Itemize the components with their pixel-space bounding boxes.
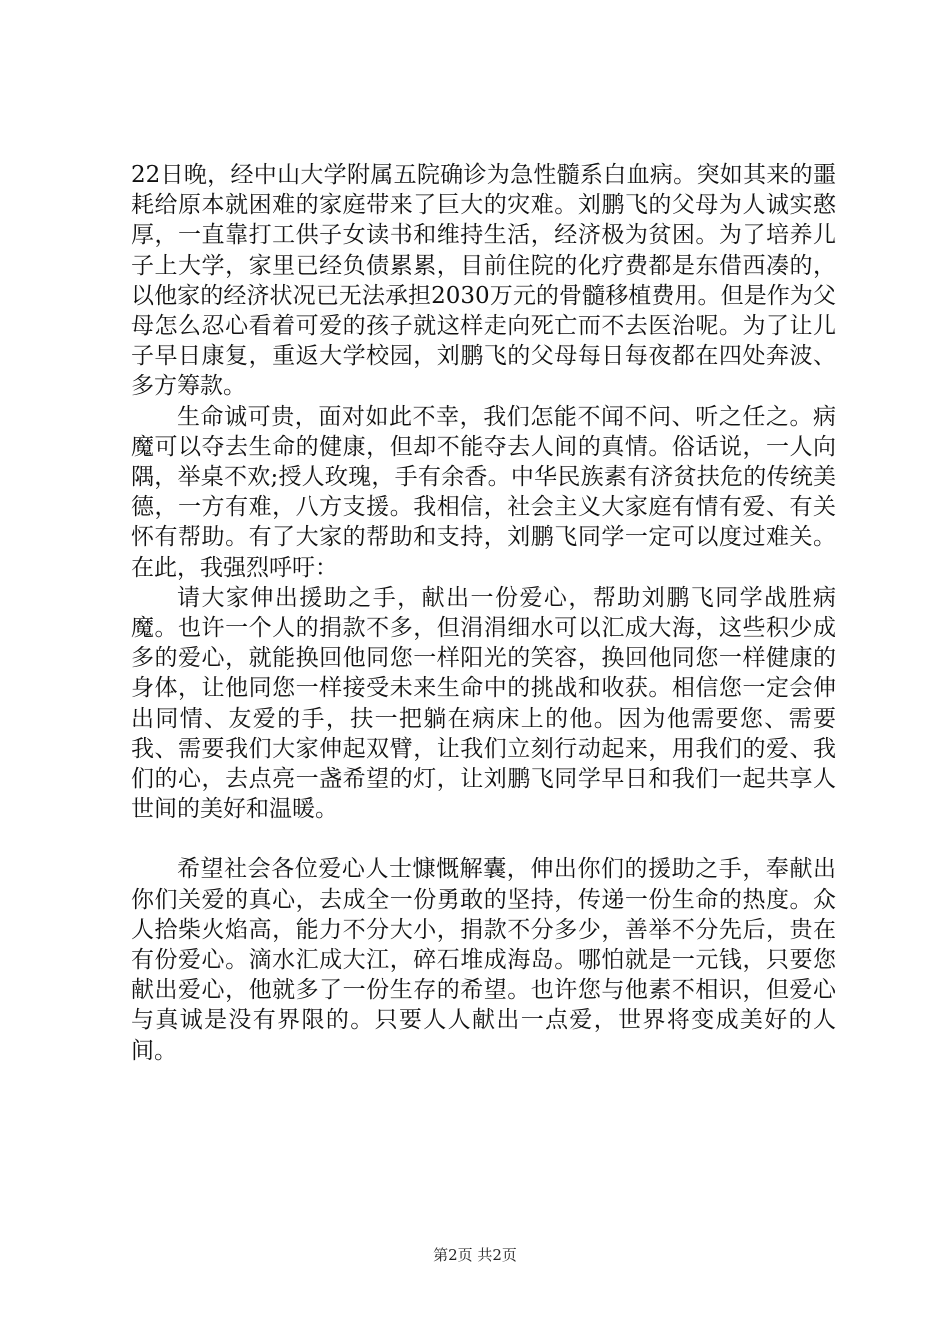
paragraph-call-to-action: 请大家伸出援助之手，献出一份爱心，帮助刘鹏飞同学战胜病魔。也许一个人的捐款不多，但涓涓细水可以汇成大海，这些积少成多的爱心，就能换回他同您一样阳光的笑容，换回他同您一样健康的身体，让他同您一样接受未来生命中的挑战和收获。相信您一定会伸出同情、友爱的手，扶一把躺在病床上的他。因为他需要您、需要我、需要我们大家伸起双臂，让我们立刻行动起来，用我们的爱、我们的心，去点亮一盏希望的灯，让刘鹏飞同学早日和我们一起共享人世间的美好和温暖。 <box>131 584 836 823</box>
paragraph-closing: 希望社会各位爱心人士慷慨解囊，伸出你们的援助之手，奉献出你们关爱的真心，去成全一份勇敢的坚持，传递一份生命的热度。众人拾柴火焰高，能力不分大小，捐款不分多少，善举不分先后，贵在有份爱心。滴水汇成大江，碎石堆成海岛。哪怕就是一元钱，只要您献出爱心，他就多了一份生存的希望。也许您与他素不相识，但爱心与真诚是没有界限的。只要人人献出一点爱，世界将变成美好的人间。 <box>131 856 836 1064</box>
paragraph-diagnosis: 22日晚，经中山大学附属五院确诊为急性髓系白血病。突如其来的噩耗给原本就困难的家庭带来了巨大的灾难。刘鹏飞的父母为人诚实憨厚，一直靠打工供子女读书和维持生活，经济极为贫困。为了培养儿子上大学，家里已经负债累累，目前住院的化疗费都是东借西凑的，以他家的经济状况已无法承担2030万元的骨髓移植费用。但是作为父母怎么忍心看着可爱的孩子就这样走向死亡而不去医治呢。为了让儿子早日康复，重返大学校园，刘鹏飞的父母每日每夜都在四处奔波、多方筹款。 <box>131 162 836 400</box>
document-body <box>131 160 836 1066</box>
paragraph-appeal-intro: 生命诚可贵，面对如此不幸，我们怎能不闻不问、听之任之。病魔可以夺去生命的健康，但却不能夺去人间的真情。俗话说，一人向隅，举桌不欢;授人玫瑰，手有余香。中华民族素有济贫扶危的传统美德，一方有难，八方支援。我相信，社会主义大家庭有情有爱、有关怀有帮助。有了大家的帮助和支持，刘鹏飞同学一定可以度过难关。在此，我强烈呼吁： <box>131 403 836 581</box>
page-footer: 第2页 共2页 <box>433 1246 517 1264</box>
